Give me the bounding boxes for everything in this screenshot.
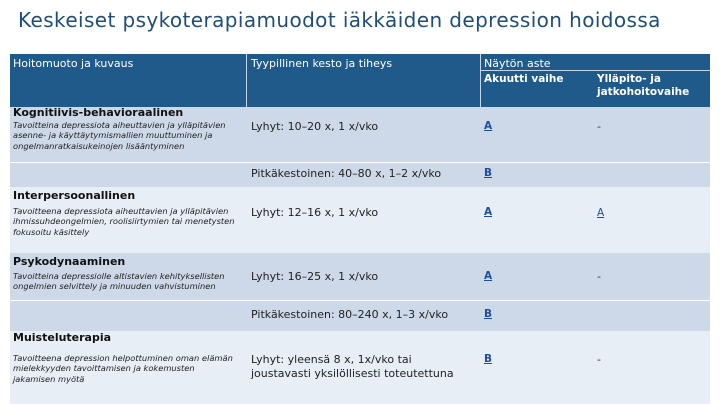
category-label: Psykodynaaminen (13, 255, 126, 268)
header-duration: Tyypillinen kesto ja tiheys (251, 57, 393, 70)
category-label: Muisteluterapia (13, 331, 112, 344)
row-separator (10, 300, 710, 301)
duration-cell: Lyhyt: yleensä 8 x, 1x/vko tai joustavasti yksilöllisesti toteutettuna (251, 353, 454, 380)
acute-grade[interactable]: A (484, 206, 493, 218)
maintenance-grade[interactable]: A (597, 207, 605, 219)
header-maintenance-2: jatkohoitovaihe (597, 86, 690, 98)
header-maintenance-1: Ylläpito- ja (597, 73, 661, 85)
duration-cell: Pitkäkestoinen: 80–240 x, 1–3 x/vko (251, 308, 449, 321)
slide-title: Keskeiset psykoterapiamuodot iäkkäiden depression hoidossa (18, 8, 661, 32)
duration-cell: Lyhyt: 12–16 x, 1 x/vko (251, 206, 379, 219)
therapy-table (10, 54, 710, 404)
header-acute: Akuutti vaihe (484, 73, 564, 85)
header-evidence: Näytön aste (484, 57, 551, 70)
acute-grade[interactable]: A (484, 270, 493, 282)
therapy-description: Tavoitteina depressiota aiheuttavien ja ylläpitävien asenne- ja käyttäytymismallien muuttuminen ja ongelmanratkaisukeinojen lisääntyminen (13, 120, 226, 151)
header-divider (246, 54, 247, 107)
category-label: Interpersoonallinen (13, 189, 136, 202)
acute-grade[interactable]: B (484, 353, 493, 365)
maintenance-grade: - (597, 353, 601, 366)
therapy-description: Tavoitteena depressiota aiheuttavien ja ylläpitävien ihmissuhdeongelmien, roolisiirtymien tai menetysten fokusoitu käsittely (13, 206, 235, 237)
maintenance-grade: - (597, 270, 601, 283)
therapy-description: Tavoitteena depression helpottuminen oman elämän mielekkyyden tavoittamisen ja kokemusten jakamisen myötä (13, 353, 233, 384)
table-header (10, 54, 710, 107)
acute-grade[interactable]: B (484, 167, 493, 179)
header-treatment: Hoitomuoto ja kuvaus (13, 57, 134, 70)
row-separator (10, 162, 710, 163)
acute-grade[interactable]: B (484, 308, 493, 320)
duration-cell: Lyhyt: 10–20 x, 1 x/vko (251, 120, 379, 133)
acute-grade[interactable]: A (484, 120, 493, 132)
header-divider (480, 54, 481, 107)
therapy-description: Tavoitteina depressiolle altistavien kehityksellisten ongelmien selvittely ja minuuden vahvistuminen (13, 271, 225, 292)
duration-cell: Pitkäkestoinen: 40–80 x, 1–2 x/vko (251, 167, 442, 180)
duration-cell: Lyhyt: 16–25 x, 1 x/vko (251, 270, 379, 283)
header-subdivider (480, 70, 710, 71)
maintenance-grade: - (597, 120, 601, 133)
category-label: Kognitiivis-behavioraalinen (13, 106, 184, 119)
